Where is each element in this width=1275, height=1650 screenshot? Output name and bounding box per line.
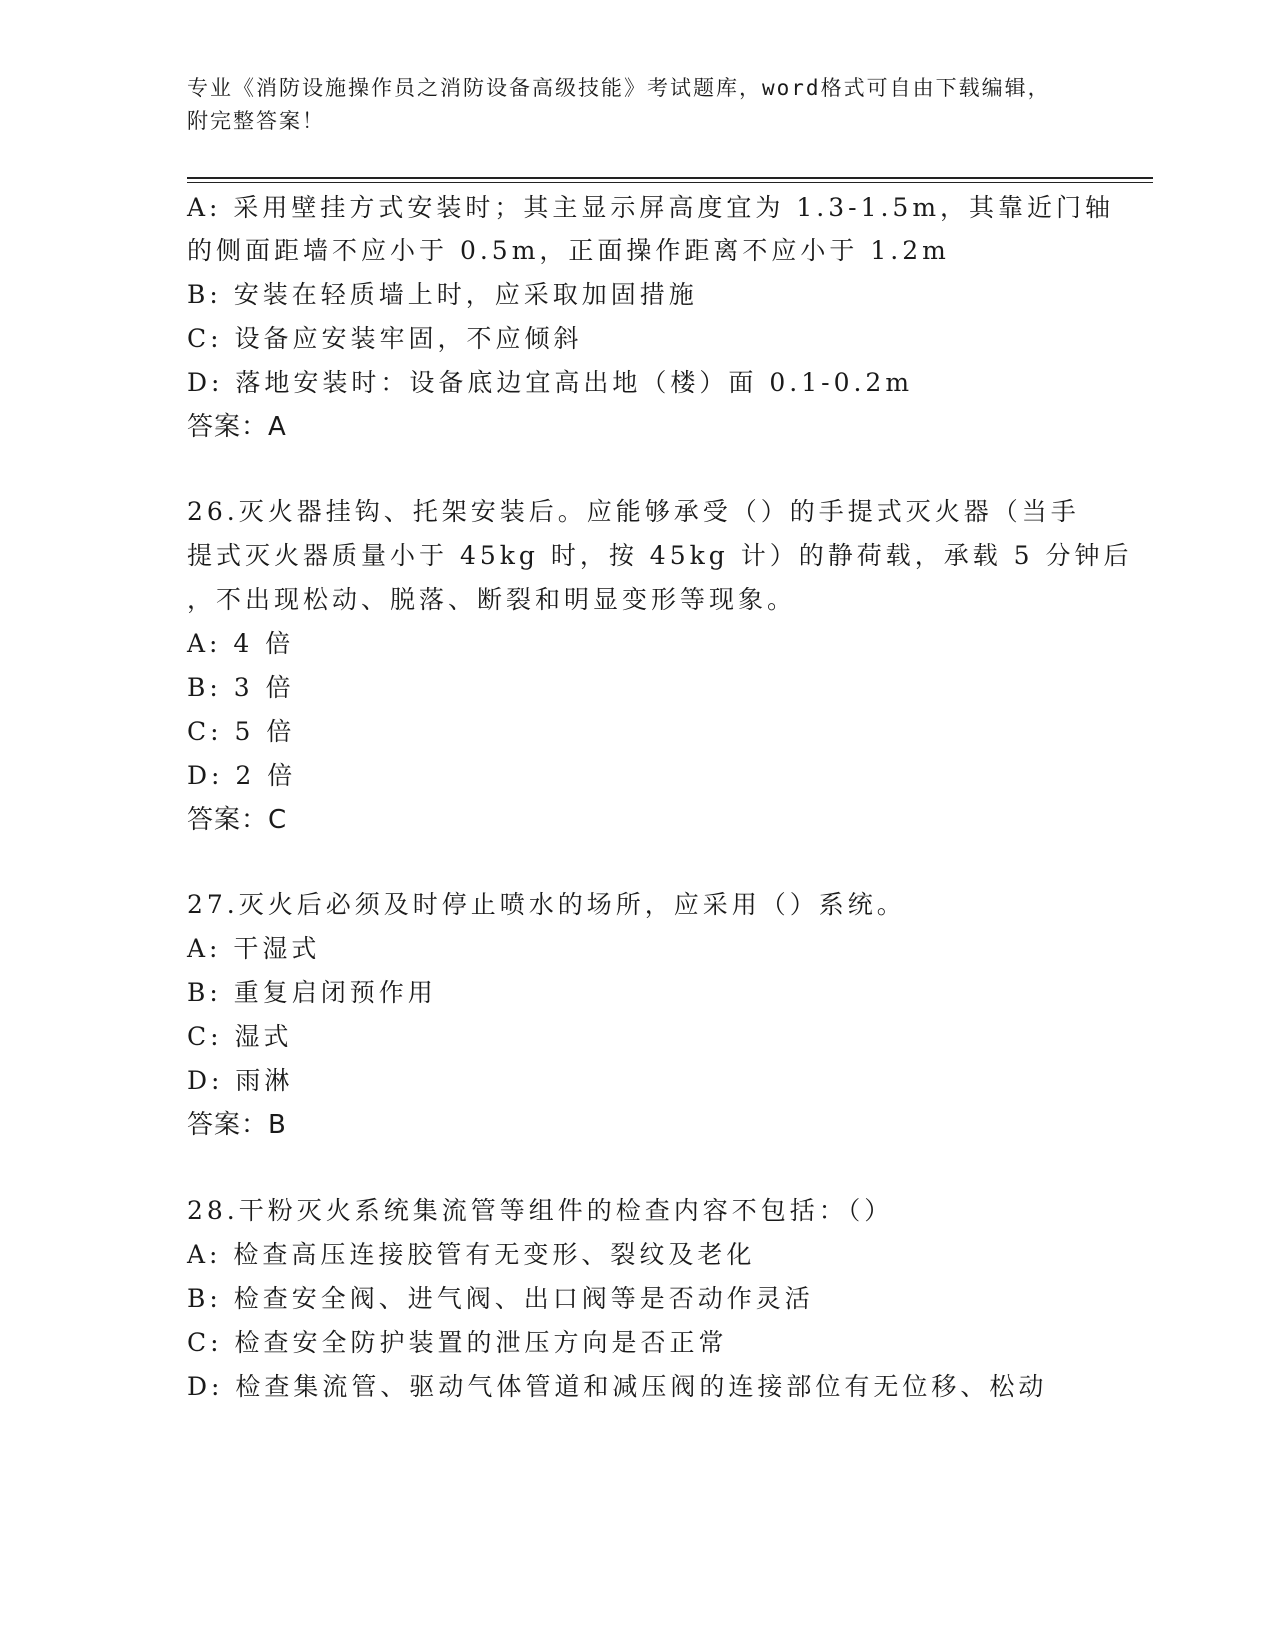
q26-option-b: B: 3 倍 bbox=[187, 673, 295, 702]
q27-option-b: B: 重复启闭预作用 bbox=[187, 978, 437, 1007]
q28-option-d: D: 检查集流管、驱动气体管道和减压阀的连接部位有无位移、松动 bbox=[187, 1372, 1048, 1401]
q26-stem-line2: 提式灭火器质量小于 45kg 时，按 45kg 计）的静荷载，承载 5 分钟后 bbox=[187, 541, 1133, 570]
q26-option-a: A: 4 倍 bbox=[187, 629, 295, 658]
q25-option-c: C: 设备应安装牢固，不应倾斜 bbox=[187, 324, 583, 353]
q25-option-b: B: 安装在轻质墙上时，应采取加固措施 bbox=[187, 280, 698, 309]
q27-option-c: C: 湿式 bbox=[187, 1022, 293, 1051]
q26-option-c: C: 5 倍 bbox=[187, 717, 296, 746]
q25-answer: 答案：A bbox=[187, 412, 287, 442]
q25-option-d: D: 落地安装时：设备底边宜高出地（楼）面 0.1-0.2m bbox=[187, 368, 914, 397]
q26-stem-line3: ，不出现松动、脱落、断裂和明显变形等现象。 bbox=[187, 585, 797, 614]
q28-option-a: A: 检查高压连接胶管有无变形、裂纹及老化 bbox=[187, 1240, 756, 1269]
q27-answer: 答案：B bbox=[187, 1110, 287, 1140]
q25-option-a-line1: A: 采用壁挂方式安装时；其主显示屏高度宜为 1.3-1.5m，其靠近门轴 bbox=[187, 193, 1115, 222]
q26-stem-line1: 26.灭火器挂钩、托架安装后。应能够承受（）的手提式灭火器（当手 bbox=[187, 497, 1080, 526]
q28-option-c: C: 检查安全防护装置的泄压方向是否正常 bbox=[187, 1328, 728, 1357]
document-header: 专业《消防设施操作员之消防设备高级技能》考试题库，word格式可自由下载编辑，附完整答案！ bbox=[187, 76, 1051, 133]
header-divider-thin bbox=[187, 182, 1153, 183]
header-divider bbox=[187, 177, 1153, 179]
q26-option-d: D: 2 倍 bbox=[187, 761, 297, 790]
q25-option-a-line2: 的侧面距墙不应小于 0.5m，正面操作距离不应小于 1.2m bbox=[187, 236, 950, 265]
q27-option-a: A: 干湿式 bbox=[187, 934, 321, 963]
q28-option-b: B: 检查安全阀、进气阀、出口阀等是否动作灵活 bbox=[187, 1284, 814, 1313]
q26-answer: 答案：C bbox=[187, 805, 288, 835]
q27-stem: 27.灭火后必须及时停止喷水的场所，应采用（）系统。 bbox=[187, 890, 906, 919]
q27-option-d: D: 雨淋 bbox=[187, 1066, 294, 1095]
q28-stem: 28.干粉灭火系统集流管等组件的检查内容不包括：（） bbox=[187, 1196, 894, 1225]
